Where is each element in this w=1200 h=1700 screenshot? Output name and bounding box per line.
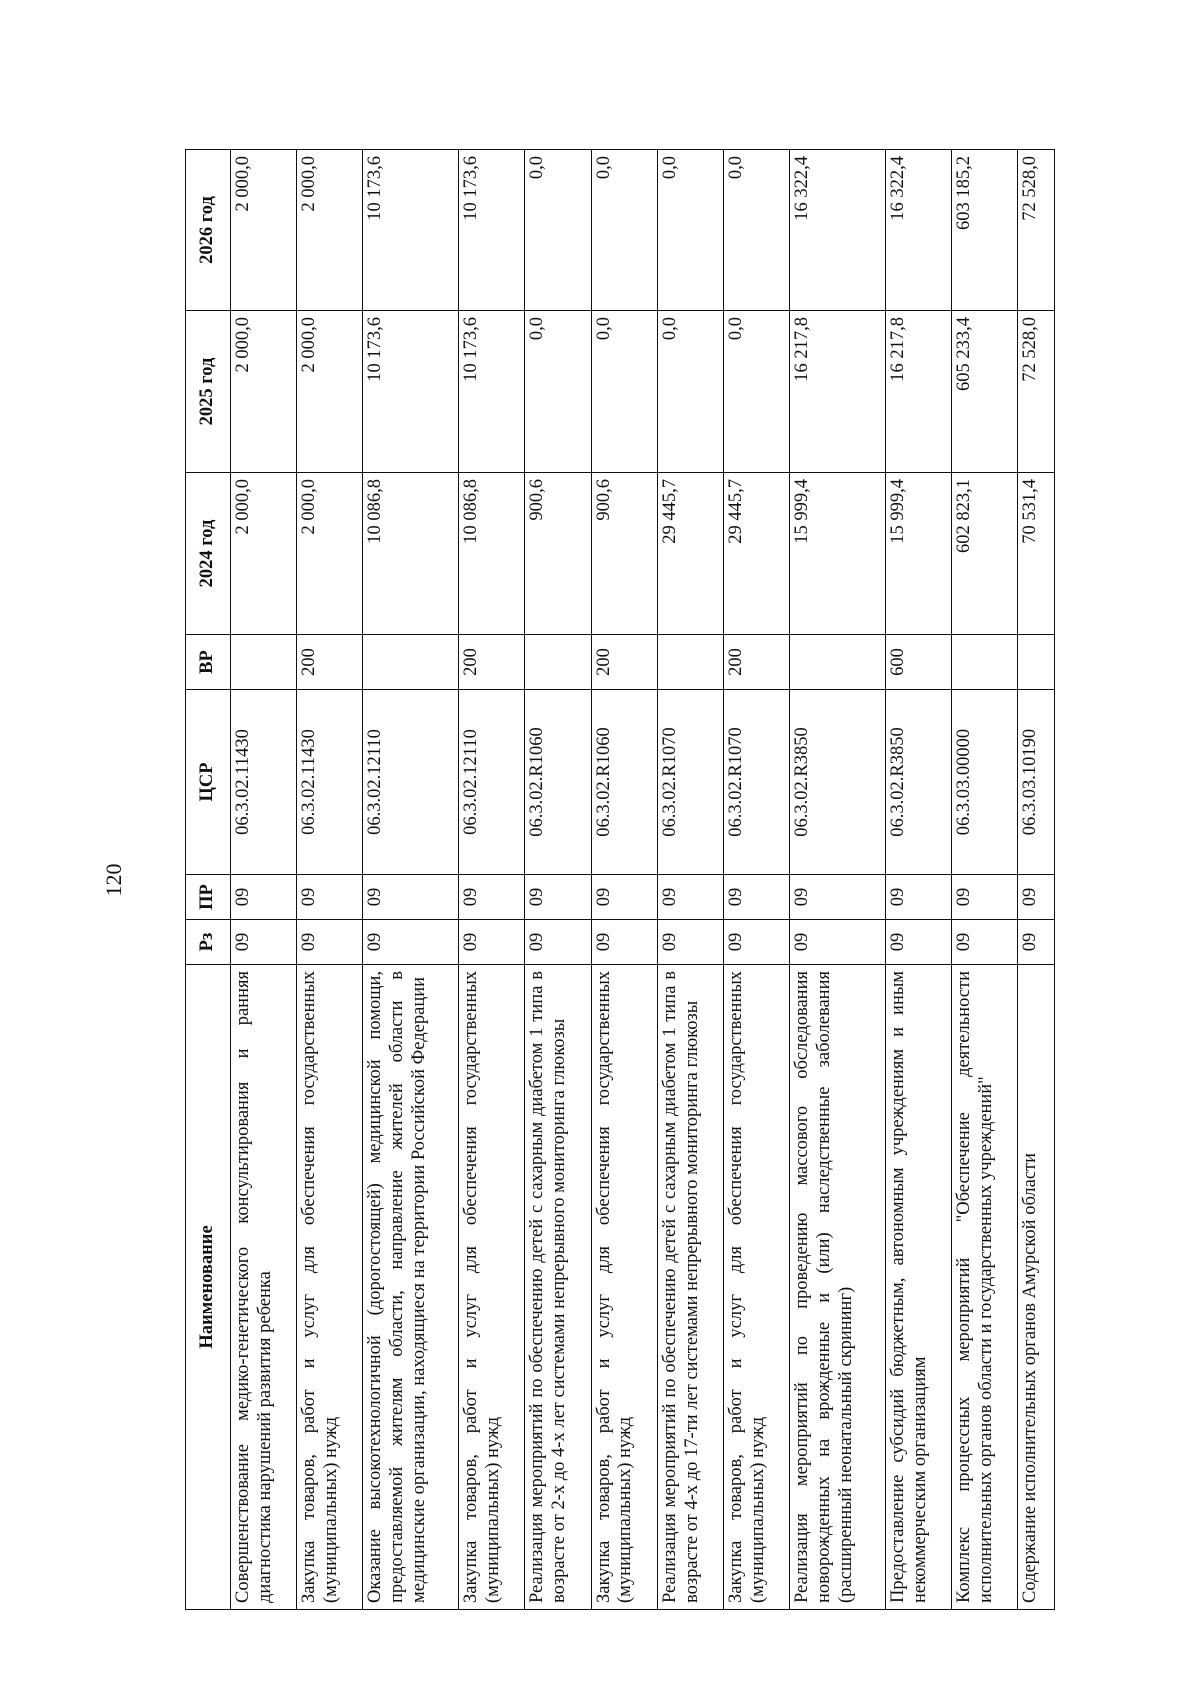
row-2025: 10 173,6: [363, 311, 459, 473]
row-vr: 200: [297, 635, 363, 690]
row-vr: 200: [724, 635, 790, 690]
row-vr: [363, 635, 459, 690]
row-2024: 2 000,0: [231, 473, 297, 635]
row-name: Реализация мероприятий по обеспечению детей с сахарным диабетом 1 типа в возрасте от 2-х до 4-х лет системами непрерывного мониторинга глюкозы: [525, 965, 591, 1610]
row-csr: 06.3.02.R1060: [525, 690, 591, 875]
row-2025: 0,0: [525, 311, 591, 473]
table-row: [231, 150, 297, 1610]
row-name: Комплекс процессных мероприятий "Обеспечение деятельности исполнительных органов области и государственных учреждений": [952, 965, 1018, 1610]
row-2025: 0,0: [657, 311, 723, 473]
header-csr: ЦСР: [186, 690, 231, 875]
table-row: [591, 150, 657, 1610]
row-vr: [525, 635, 591, 690]
row-2025: 16 217,8: [790, 311, 886, 473]
row-2024: 15 999,4: [790, 473, 886, 635]
table-row: [1018, 150, 1055, 1610]
row-csr: 06.3.02.R1070: [724, 690, 790, 875]
row-vr: [657, 635, 723, 690]
row-2026: 2 000,0: [231, 150, 297, 311]
row-2024: 900,6: [591, 473, 657, 635]
row-rz: 09: [525, 920, 591, 965]
row-pr: 09: [790, 875, 886, 920]
row-2025: 2 000,0: [297, 311, 363, 473]
row-2026: 0,0: [657, 150, 723, 311]
row-rz: 09: [790, 920, 886, 965]
table-row: [657, 150, 723, 1610]
row-rz: 09: [657, 920, 723, 965]
row-pr: 09: [1018, 875, 1055, 920]
row-vr: 200: [459, 635, 525, 690]
row-vr: 600: [886, 635, 952, 690]
row-pr: 09: [231, 875, 297, 920]
table-row: [952, 150, 1018, 1610]
row-rz: 09: [297, 920, 363, 965]
row-vr: [790, 635, 886, 690]
row-2025: 10 173,6: [459, 311, 525, 473]
row-vr: [952, 635, 1018, 690]
row-2025: 72 528,0: [1018, 311, 1055, 473]
row-2024: 29 445,7: [657, 473, 723, 635]
row-name: Предоставление субсидий бюджетным, автономным учреждениям и иным некоммерческим организациям: [886, 965, 952, 1610]
row-rz: 09: [363, 920, 459, 965]
row-2024: 29 445,7: [724, 473, 790, 635]
header-2024: 2024 год: [186, 473, 231, 635]
table-row: [790, 150, 886, 1610]
row-2024: 900,6: [525, 473, 591, 635]
row-rz: 09: [459, 920, 525, 965]
row-rz: 09: [591, 920, 657, 965]
row-2026: 0,0: [724, 150, 790, 311]
table-header-row: [186, 150, 231, 1610]
row-name: Реализация мероприятий по проведению массового обследования новорожденных на врожденные и (или) наследственные заболевания (расширенный неонатальный скрининг): [790, 965, 886, 1610]
row-pr: 09: [363, 875, 459, 920]
row-csr: 06.3.03.00000: [952, 690, 1018, 875]
row-2025: 0,0: [724, 311, 790, 473]
header-rz: Рз: [186, 920, 231, 965]
row-csr: 06.3.02.12110: [363, 690, 459, 875]
row-vr: [1018, 635, 1055, 690]
row-2025: 605 233,4: [952, 311, 1018, 473]
row-rz: 09: [231, 920, 297, 965]
row-name: Совершенствование медико-генетического консультирования и ранняя диагностика нарушений развития ребенка: [231, 965, 297, 1610]
row-csr: 06.3.02.R1070: [657, 690, 723, 875]
row-pr: 09: [886, 875, 952, 920]
row-name: Содержание исполнительных органов Амурской области: [1018, 965, 1055, 1610]
row-pr: 09: [591, 875, 657, 920]
table-row: [459, 150, 525, 1610]
table-row: [363, 150, 459, 1610]
row-pr: 09: [952, 875, 1018, 920]
row-pr: 09: [657, 875, 723, 920]
row-2026: 16 322,4: [790, 150, 886, 311]
row-csr: 06.3.02.R1060: [591, 690, 657, 875]
header-vr: ВР: [186, 635, 231, 690]
row-pr: 09: [297, 875, 363, 920]
row-2024: 10 086,8: [459, 473, 525, 635]
rotated-page-content: [185, 150, 1055, 1610]
header-pr: ПР: [186, 875, 231, 920]
row-2024: 15 999,4: [886, 473, 952, 635]
row-csr: 06.3.02.R3850: [886, 690, 952, 875]
row-2026: 0,0: [525, 150, 591, 311]
row-name: Закупка товаров, работ и услуг для обеспечения государственных (муниципальных) нужд: [724, 965, 790, 1610]
row-2024: 70 531,4: [1018, 473, 1055, 635]
row-name: Закупка товаров, работ и услуг для обеспечения государственных (муниципальных) нужд: [459, 965, 525, 1610]
table-row: [297, 150, 363, 1610]
row-name: Закупка товаров, работ и услуг для обеспечения государственных (муниципальных) нужд: [591, 965, 657, 1610]
row-rz: 09: [886, 920, 952, 965]
row-2024: 10 086,8: [363, 473, 459, 635]
row-name: Закупка товаров, работ и услуг для обеспечения государственных (муниципальных) нужд: [297, 965, 363, 1610]
row-2026: 72 528,0: [1018, 150, 1055, 311]
table-row: [886, 150, 952, 1610]
header-2026: 2026 год: [186, 150, 231, 311]
row-2025: 16 217,8: [886, 311, 952, 473]
row-2025: 0,0: [591, 311, 657, 473]
table-row: [525, 150, 591, 1610]
row-rz: 09: [1018, 920, 1055, 965]
row-name: Реализация мероприятий по обеспечению детей с сахарным диабетом 1 типа в возрасте от 4-х до 17-ти лет системами непрерывного мониторинга глюкозы: [657, 965, 723, 1610]
row-vr: 200: [591, 635, 657, 690]
row-csr: 06.3.02.R3850: [790, 690, 886, 875]
budget-table: [185, 149, 1055, 1610]
row-2026: 0,0: [591, 150, 657, 311]
header-2025: 2025 год: [186, 311, 231, 473]
row-2024: 2 000,0: [297, 473, 363, 635]
row-csr: 06.3.03.10190: [1018, 690, 1055, 875]
header-name: Наименование: [186, 965, 231, 1610]
row-vr: [231, 635, 297, 690]
row-2026: 603 185,2: [952, 150, 1018, 311]
table-row: [724, 150, 790, 1610]
row-pr: 09: [459, 875, 525, 920]
row-2026: 10 173,6: [459, 150, 525, 311]
row-2026: 2 000,0: [297, 150, 363, 311]
row-2026: 10 173,6: [363, 150, 459, 311]
row-csr: 06.3.02.11430: [297, 690, 363, 875]
row-csr: 06.3.02.11430: [231, 690, 297, 875]
row-name: Оказание высокотехнологичной (дорогостоящей) медицинской помощи, предоставляемой жителям области, направление жителей области в медицинские организации, находящиеся на территории Российской Федерации: [363, 965, 459, 1610]
row-2026: 16 322,4: [886, 150, 952, 311]
row-pr: 09: [724, 875, 790, 920]
row-2025: 2 000,0: [231, 311, 297, 473]
row-rz: 09: [952, 920, 1018, 965]
page-number: 120: [101, 863, 126, 897]
row-2024: 602 823,1: [952, 473, 1018, 635]
row-pr: 09: [525, 875, 591, 920]
row-csr: 06.3.02.12110: [459, 690, 525, 875]
row-rz: 09: [724, 920, 790, 965]
